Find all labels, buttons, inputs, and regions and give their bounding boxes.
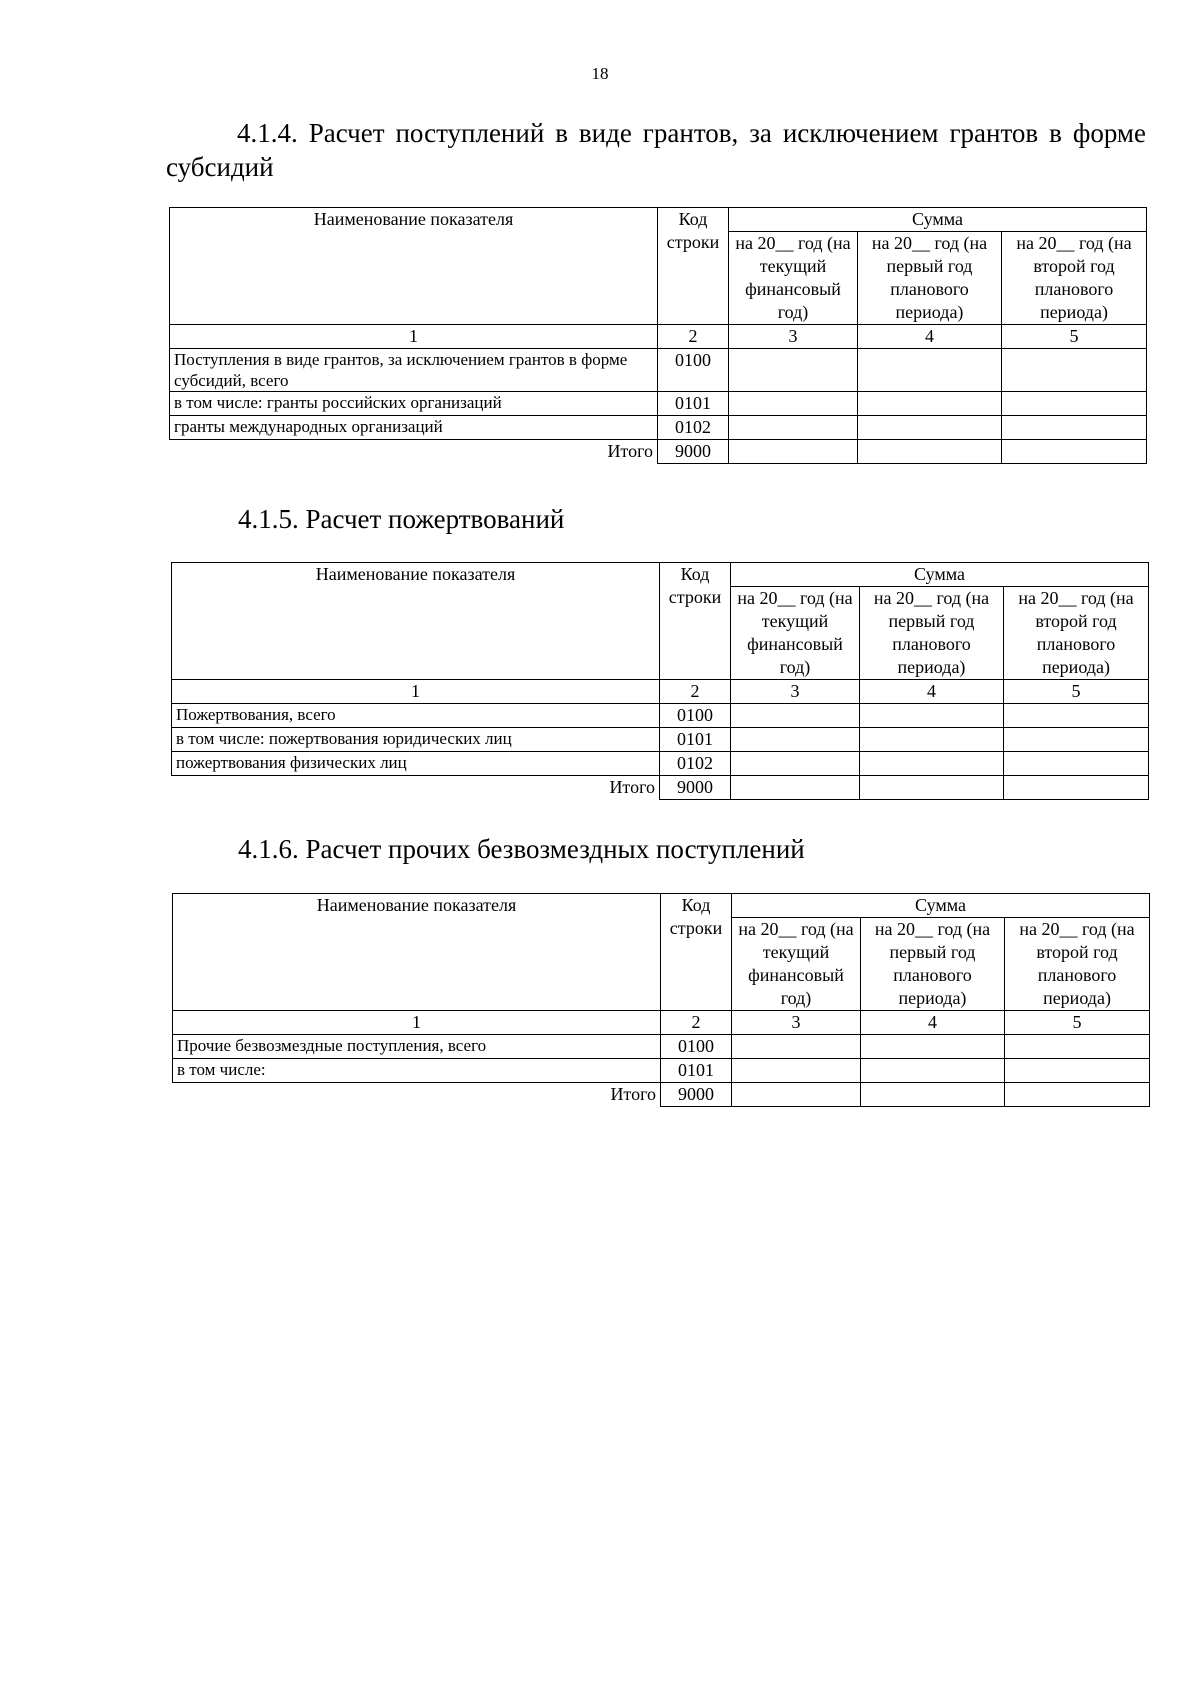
amount-cell — [858, 349, 1002, 392]
row-name: в том числе: — [173, 1059, 661, 1083]
row-name: гранты международных организаций — [170, 416, 658, 440]
amount-cell — [1002, 416, 1147, 440]
amount-cell — [729, 392, 858, 416]
header-sum: Сумма — [731, 563, 1149, 587]
page-number: 18 — [591, 64, 609, 83]
total-row — [173, 1083, 1150, 1107]
section-heading-line2: субсидий — [166, 152, 274, 182]
donations-table — [171, 562, 1149, 800]
column-number: 4 — [858, 325, 1002, 349]
amount-cell — [1002, 392, 1147, 416]
total-label: Итого — [172, 776, 660, 800]
amount-cell — [858, 440, 1002, 464]
header-first-plan-year: на 20__ год (на первый год планового периода) — [858, 232, 1002, 325]
amount-cell — [731, 776, 860, 800]
table-row — [173, 1035, 1150, 1059]
amount-cell — [1005, 1059, 1150, 1083]
amount-cell — [861, 1083, 1005, 1107]
amount-cell — [860, 752, 1004, 776]
row-code: 0100 — [658, 349, 729, 392]
row-name: Прочие безвозмездные поступления, всего — [173, 1035, 661, 1059]
section-heading-grants — [166, 116, 1146, 184]
amount-cell — [731, 728, 860, 752]
header-current-year: на 20__ год (на текущий финансовый год) — [732, 918, 861, 1011]
total-row — [172, 776, 1149, 800]
header-name: Наименование показателя — [170, 208, 658, 325]
amount-cell — [1002, 349, 1147, 392]
header-name: Наименование показателя — [172, 563, 660, 680]
amount-cell — [1005, 1083, 1150, 1107]
column-number: 3 — [731, 680, 860, 704]
amount-cell — [1004, 776, 1149, 800]
header-second-plan-year: на 20__ год (на второй год планового периода) — [1004, 587, 1149, 680]
column-number: 3 — [732, 1011, 861, 1035]
amount-cell — [861, 1035, 1005, 1059]
total-code: 9000 — [660, 776, 731, 800]
amount-cell — [732, 1059, 861, 1083]
amount-cell — [858, 416, 1002, 440]
amount-cell — [860, 728, 1004, 752]
row-name: Поступления в виде грантов, за исключением грантов в форме субсидий, всего — [170, 349, 658, 392]
header-name: Наименование показателя — [173, 894, 661, 1011]
header-current-year: на 20__ год (на текущий финансовый год) — [729, 232, 858, 325]
row-name: Пожертвования, всего — [172, 704, 660, 728]
column-number: 5 — [1004, 680, 1149, 704]
other-receipts-table — [172, 893, 1150, 1107]
column-number: 1 — [172, 680, 660, 704]
total-code: 9000 — [658, 440, 729, 464]
table-row — [172, 728, 1149, 752]
header-current-year: на 20__ год (на текущий финансовый год) — [731, 587, 860, 680]
header-code: Код строки — [661, 894, 732, 1011]
amount-cell — [729, 416, 858, 440]
row-code: 0101 — [660, 728, 731, 752]
amount-cell — [729, 440, 858, 464]
total-label: Итого — [170, 440, 658, 464]
column-number: 4 — [861, 1011, 1005, 1035]
row-name: в том числе: пожертвования юридических лиц — [172, 728, 660, 752]
column-number: 2 — [661, 1011, 732, 1035]
row-code: 0102 — [660, 752, 731, 776]
column-number: 5 — [1002, 325, 1147, 349]
amount-cell — [858, 392, 1002, 416]
row-code: 0101 — [661, 1059, 732, 1083]
section-heading-donations: 4.1.5. Расчет пожертвований — [238, 504, 565, 534]
amount-cell — [731, 752, 860, 776]
amount-cell — [729, 349, 858, 392]
section-heading-other-receipts: 4.1.6. Расчет прочих безвозмездных поступлений — [238, 834, 805, 864]
column-number: 2 — [660, 680, 731, 704]
row-code: 0101 — [658, 392, 729, 416]
grants-table — [169, 207, 1147, 464]
total-code: 9000 — [661, 1083, 732, 1107]
column-number: 3 — [729, 325, 858, 349]
row-name: в том числе: гранты российских организаций — [170, 392, 658, 416]
row-code: 0100 — [661, 1035, 732, 1059]
column-number: 2 — [658, 325, 729, 349]
table-row — [170, 416, 1147, 440]
row-code: 0100 — [660, 704, 731, 728]
table-row — [172, 752, 1149, 776]
amount-cell — [1004, 728, 1149, 752]
table-row — [170, 349, 1147, 392]
header-first-plan-year: на 20__ год (на первый год планового периода) — [861, 918, 1005, 1011]
amount-cell — [1004, 752, 1149, 776]
amount-cell — [1002, 440, 1147, 464]
header-code: Код строки — [660, 563, 731, 680]
total-label: Итого — [173, 1083, 661, 1107]
table-row — [172, 704, 1149, 728]
column-number: 1 — [173, 1011, 661, 1035]
row-name: пожертвования физических лиц — [172, 752, 660, 776]
amount-cell — [860, 704, 1004, 728]
header-first-plan-year: на 20__ год (на первый год планового периода) — [860, 587, 1004, 680]
amount-cell — [860, 776, 1004, 800]
amount-cell — [732, 1083, 861, 1107]
amount-cell — [1005, 1035, 1150, 1059]
amount-cell — [732, 1035, 861, 1059]
header-sum: Сумма — [732, 894, 1150, 918]
header-sum: Сумма — [729, 208, 1147, 232]
table-row — [173, 1059, 1150, 1083]
column-number: 4 — [860, 680, 1004, 704]
header-code: Код строки — [658, 208, 729, 325]
table-row — [170, 392, 1147, 416]
total-row — [170, 440, 1147, 464]
amount-cell — [1004, 704, 1149, 728]
section-heading-line1: 4.1.4. Расчет поступлений в виде грантов, за исключением грантов в форме — [237, 118, 1146, 148]
header-second-plan-year: на 20__ год (на второй год планового периода) — [1002, 232, 1147, 325]
amount-cell — [731, 704, 860, 728]
amount-cell — [861, 1059, 1005, 1083]
column-number: 5 — [1005, 1011, 1150, 1035]
column-number: 1 — [170, 325, 658, 349]
row-code: 0102 — [658, 416, 729, 440]
header-second-plan-year: на 20__ год (на второй год планового периода) — [1005, 918, 1150, 1011]
